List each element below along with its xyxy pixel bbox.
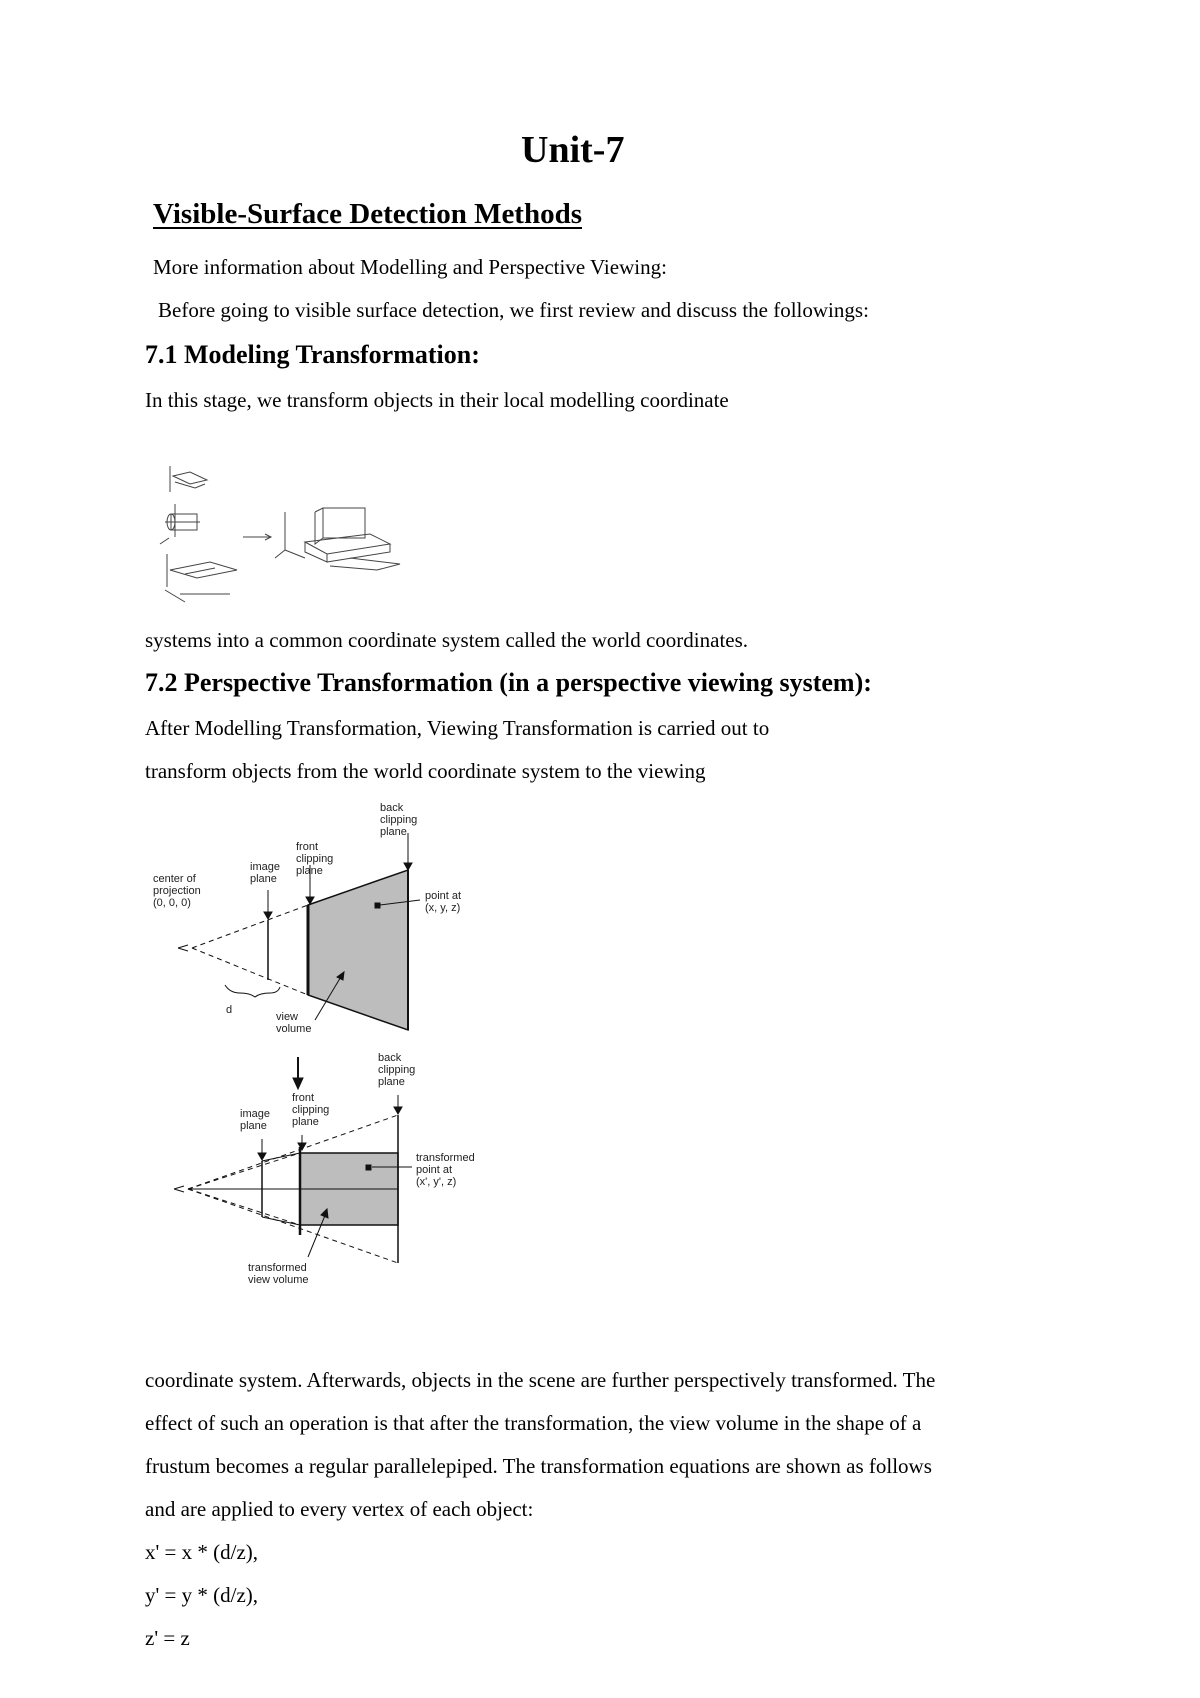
d2-point-label-1: transformed [416, 1152, 475, 1164]
d1-point-label-2: (x, y, z) [425, 902, 461, 914]
d1-center-label-1: center of [153, 873, 196, 885]
d1-back-label-2: clipping [380, 814, 418, 826]
d1-image-label-2: plane [250, 873, 277, 885]
d1-front-label-3: plane [296, 865, 323, 877]
d1-center-label-2: projection [153, 885, 201, 897]
d1-front-label-2: clipping [296, 853, 334, 865]
d2-back-label-1: back [378, 1052, 402, 1064]
d2-point-label-2: point at [416, 1164, 453, 1176]
d2-point-label-3: (x', y', z) [416, 1176, 457, 1188]
equation-x: x' = x * (d/z), [145, 1540, 259, 1564]
page-title: Unit-7 [521, 129, 625, 171]
modeling-transformation-figure [155, 462, 415, 612]
d2-back-label-2: clipping [378, 1064, 416, 1076]
d1-image-label-1: image [250, 861, 280, 873]
d1-volume-label-1: view [276, 1011, 299, 1023]
d1-back-label-3: plane [380, 826, 407, 838]
subsection-heading-7-1: 7.1 Modeling Transformation: [145, 340, 480, 369]
d2-back-label-3: plane [378, 1076, 405, 1088]
d1-center-label-3: (0, 0, 0) [153, 897, 191, 909]
equation-y: y' = y * (d/z), [145, 1583, 259, 1607]
d1-front-label-1: front [296, 841, 319, 853]
subsection-7-2-line-1: After Modelling Transformation, Viewing Transformation is carried out to [145, 716, 770, 740]
d2-front-label-1: front [292, 1092, 315, 1104]
subsection-7-1-text-before: In this stage, we transform objects in their local modelling coordinate [145, 388, 729, 412]
intro-line-1: More information about Modelling and Perspective Viewing: [153, 255, 667, 279]
section-title: Visible-Surface Detection Methods [153, 198, 583, 230]
d1-d-label: d [226, 1004, 233, 1016]
subsection-heading-7-2: 7.2 Perspective Transformation (in a perspective viewing system): [145, 668, 872, 697]
d1-point-label-1: point at [425, 890, 462, 902]
para-line-4: and are applied to every vertex of each object: [145, 1497, 534, 1521]
para-line-1: coordinate system. Afterwards, objects in the scene are further perspectively transformed. The [145, 1368, 936, 1392]
d2-volume-label-1: transformed [248, 1262, 307, 1274]
d1-volume-label-2: volume [276, 1023, 312, 1035]
equation-z: z' = z [145, 1626, 190, 1650]
d1-back-label-1: back [380, 802, 404, 814]
d2-volume-label-2: view volume [248, 1274, 309, 1286]
d2-image-label-1: image [240, 1108, 270, 1120]
subsection-7-2-line-2: transform objects from the world coordinate system to the viewing [145, 759, 706, 783]
perspective-view-volume-figure [150, 795, 490, 1286]
subsection-7-1-text-after: systems into a common coordinate system called the world coordinates. [145, 628, 749, 652]
intro-line-2: Before going to visible surface detection, we first review and discuss the followings: [158, 298, 869, 322]
para-line-3: frustum becomes a regular parallelepiped. The transformation equations are shown as follows [145, 1454, 932, 1478]
para-line-2: effect of such an operation is that after the transformation, the view volume in the shape of a [145, 1411, 922, 1435]
d2-front-label-2: clipping [292, 1104, 330, 1116]
d2-front-label-3: plane [292, 1116, 319, 1128]
d2-image-label-2: plane [240, 1120, 267, 1132]
